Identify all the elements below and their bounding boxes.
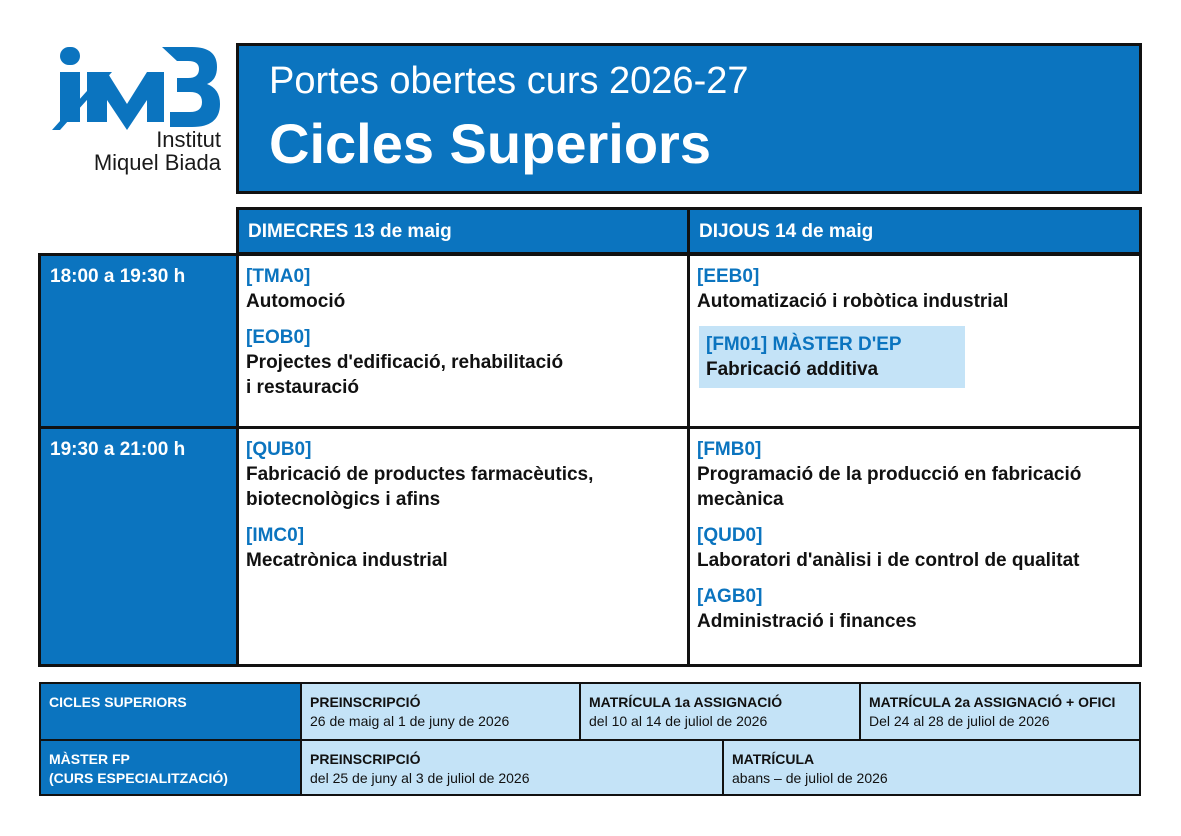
institute-logo	[52, 42, 227, 182]
page-title: Cicles Superiors	[269, 112, 711, 175]
row-label-cont: (CURS ESPECIALITZACIÓ)	[49, 770, 228, 786]
course-name: Fabricació de productes farmacèutics,	[246, 464, 594, 485]
course-name-cont: i restauració	[246, 377, 359, 398]
course-code: [FMB0]	[697, 439, 762, 460]
enrollment-step	[300, 739, 724, 796]
enrollment-step	[579, 682, 861, 741]
course-entry	[697, 438, 1139, 512]
course-code: [QUD0]	[697, 525, 763, 546]
enrollment-step	[722, 739, 1141, 796]
row-label: CICLES SUPERIORS	[49, 694, 187, 710]
enrollment-row-label	[39, 739, 302, 796]
course-entry	[697, 524, 1139, 573]
session-cell	[687, 253, 1142, 429]
session-cell	[236, 426, 690, 667]
course-name: Administració i finances	[697, 611, 917, 632]
course-name: Mecatrònica industrial	[246, 550, 448, 571]
course-code: [FM01] MÀSTER D'EP	[706, 334, 902, 355]
page-subtitle: Portes obertes curs 2026-27	[269, 60, 749, 102]
course-entry	[697, 265, 1139, 314]
course-code: [IMC0]	[246, 525, 305, 546]
row-label: MÀSTER FP	[49, 751, 130, 767]
session-cell	[687, 426, 1142, 667]
step-title: PREINSCRIPCIÓ	[310, 694, 421, 710]
course-code: [EEB0]	[697, 266, 760, 287]
step-dates: Del 24 al 28 de juliol de 2026	[869, 713, 1050, 729]
course-name-cont: biotecnològics i afins	[246, 489, 441, 510]
course-entry	[246, 438, 687, 512]
course-code: [TMA0]	[246, 266, 311, 287]
step-dates: del 25 de juny al 3 de juliol de 2026	[310, 770, 530, 786]
course-entry	[246, 524, 687, 573]
logo-text-institut: Institut	[156, 127, 221, 152]
course-name: Automoció	[246, 291, 346, 312]
course-name: Laboratori d'anàlisi i de control de qualitat	[697, 550, 1080, 571]
step-dates: del 10 al 14 de juliol de 2026	[589, 713, 768, 729]
course-name: Programació de la producció en fabricació	[697, 464, 1082, 485]
course-name: Automatizació i robòtica industrial	[697, 291, 1009, 312]
course-name-cont: mecànica	[697, 489, 784, 510]
day-header-wednesday: DIMECRES 13 de maig	[236, 207, 690, 255]
course-entry	[246, 326, 687, 400]
enrollment-step	[859, 682, 1141, 741]
enrollment-step	[300, 682, 581, 741]
course-code: [QUB0]	[246, 439, 312, 460]
time-slot-2: 19:30 a 21:00 h	[38, 426, 239, 667]
header-banner	[236, 43, 1142, 194]
time-slot-1: 18:00 a 19:30 h	[38, 253, 239, 429]
logo-text-name: Miquel Biada	[93, 150, 221, 175]
session-cell	[236, 253, 690, 429]
master-highlight	[699, 326, 965, 388]
course-name: Fabricació additiva	[706, 359, 879, 380]
imb-logo-mark-icon	[52, 42, 227, 132]
day-header-thursday: DIJOUS 14 de maig	[687, 207, 1142, 255]
course-entry	[697, 585, 1139, 634]
course-code: [EOB0]	[246, 327, 311, 348]
step-title: MATRÍCULA 1a ASSIGNACIÓ	[589, 694, 783, 710]
course-name: Projectes d'edificació, rehabilitació	[246, 352, 564, 373]
course-code: [AGB0]	[697, 586, 763, 607]
course-entry	[246, 265, 687, 314]
step-title: MATRÍCULA	[732, 751, 815, 767]
step-dates: abans – de juliol de 2026	[732, 770, 888, 786]
step-dates: 26 de maig al 1 de juny de 2026	[310, 713, 510, 729]
step-title: MATRÍCULA 2a ASSIGNACIÓ + OFICI	[869, 694, 1116, 710]
enrollment-row-label	[39, 682, 302, 741]
step-title: PREINSCRIPCIÓ	[310, 751, 421, 767]
